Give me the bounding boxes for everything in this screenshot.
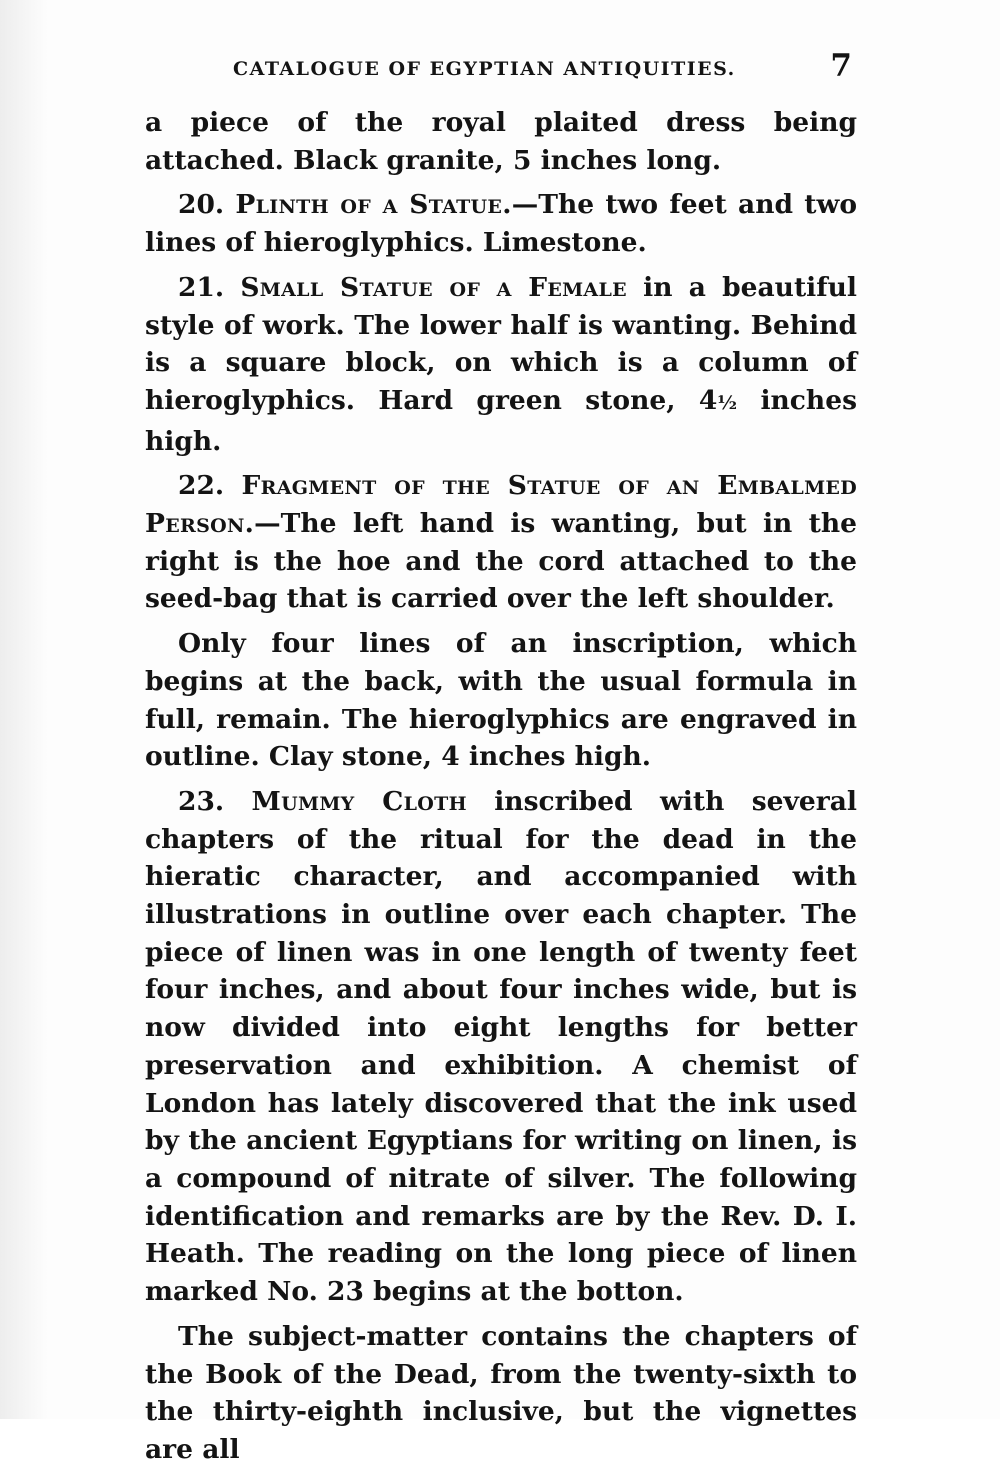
paragraph-entry-22-continued bbox=[145, 625, 857, 776]
fraction-half: ½ bbox=[717, 391, 738, 414]
entry-number: 22. bbox=[178, 470, 225, 502]
entry-text: in a beautiful style of work. The lower half is wanting. Behind is a square block, on which is a column of hieroglyphics. Hard green stone, 4 bbox=[145, 271, 857, 416]
body-text bbox=[145, 104, 857, 1476]
entry-text: inscribed with several chapters of the ritual for the dead in the hieratic character, and accompanied with illustrations in outline over each chapter. The piece of linen was in one length of twenty feet four inches, and about four inches wide, but is now divided into eight lengths for better preservation and exhibition. A chemist of London has lately discovered that the ink used by the ancient Egyptians for writing on linen, is a compound of nitrate of silver. The following identification and remarks are by the Rev. D. I. Heath. The reading on the long piece of linen marked No. 23 begins at the botton. bbox=[145, 785, 857, 1308]
entry-text-end: inches high. bbox=[145, 384, 857, 457]
paragraph-text: Only four lines of an inscription, which begins at the back, with the usual formula in full, remain. The hieroglyphics are engraved in outline. Clay stone, 4 inches high. bbox=[145, 628, 857, 773]
entry-heading: Mummy Cloth bbox=[251, 785, 467, 817]
entry-heading: Plinth of a Statue. bbox=[235, 189, 512, 221]
entry-text: —The left hand is wanting, but in the right is the hoe and the cord attached to the seed-bag that is carried over the left shoulder. bbox=[145, 508, 857, 615]
entry-number: 21. bbox=[178, 271, 225, 303]
entry-number: 20. bbox=[178, 189, 225, 221]
catalogue-entry-21 bbox=[145, 269, 857, 461]
paragraph-text: a piece of the royal plaited dress being attached. Black granite, 5 inches long. bbox=[145, 107, 857, 176]
page-gutter-shadow bbox=[0, 0, 48, 1419]
paragraph-entry-23-continued bbox=[145, 1318, 857, 1469]
catalogue-entry-22 bbox=[145, 467, 857, 618]
entry-heading: Small Statue of a Female bbox=[240, 271, 627, 303]
running-head bbox=[145, 48, 860, 88]
running-title: CATALOGUE OF EGYPTIAN ANTIQUITIES. bbox=[233, 58, 736, 80]
entry-heading: Fragment of the Statue of an Embalmed Person. bbox=[145, 470, 857, 540]
entry-text: —The two feet and two lines of hieroglyphics. Limestone. bbox=[145, 189, 857, 259]
page-number: 7 bbox=[830, 48, 852, 84]
entry-number: 23. bbox=[178, 785, 225, 817]
paragraph-text: The subject-matter contains the chapters of the Book of the Dead, from the twenty-sixth to the thirty-eighth inclusive, but the vignettes are all bbox=[145, 1320, 857, 1465]
paragraph-continuation bbox=[145, 104, 857, 179]
catalogue-entry-20 bbox=[145, 186, 857, 261]
catalogue-entry-23 bbox=[145, 783, 857, 1311]
